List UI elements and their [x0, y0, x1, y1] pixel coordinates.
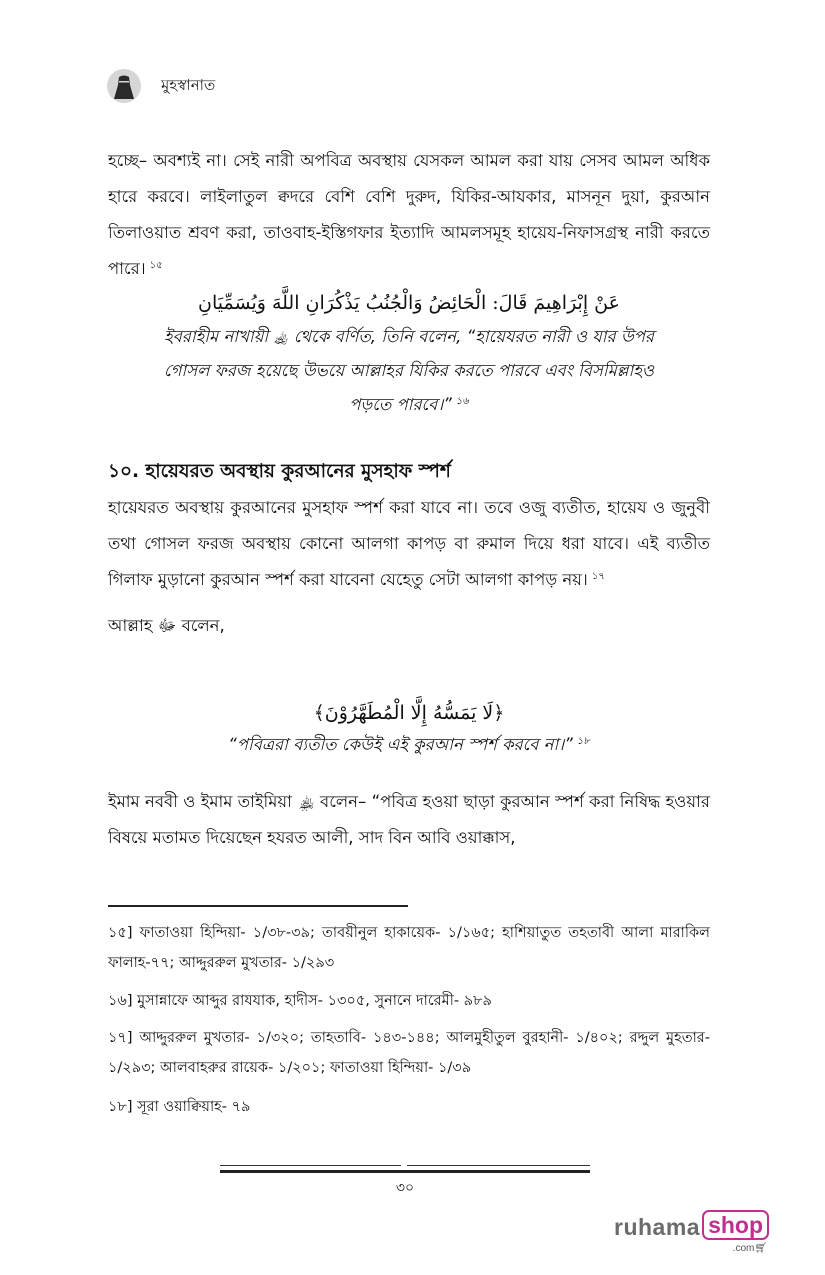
- page-number: ৩০: [395, 1180, 415, 1196]
- logo-text-ruhama: ruhama: [614, 1214, 701, 1240]
- logo-domain: .com🛒︎: [732, 1243, 768, 1254]
- footnote: ১৬] মুসান্নাফে আব্দুর রাযযাক, হাদীস- ১৩০৫, সুনানে দারেমী- ৯৮৯: [108, 993, 492, 1009]
- logo-text-shop: shop: [702, 1210, 769, 1240]
- ayah-translation: “পবিত্ররা ব্যতীত কেউই এই কুরআন স্পর্শ করবে না।” $^{১৮}$: [228, 735, 590, 754]
- ayah-block: [108, 702, 710, 762]
- footnote-ref[interactable]: ১৬: [455, 395, 469, 407]
- book-title: মুহস্বানাত: [161, 75, 216, 94]
- page-rule: [220, 1165, 401, 1166]
- footnote-separator: [108, 905, 408, 907]
- ruhamashop-watermark: [614, 1212, 769, 1254]
- shopping-cart-icon: 🛒︎: [754, 1243, 768, 1254]
- hadith-block: [108, 292, 710, 422]
- hadith-translation-line: পড়তে পারবে।” $^{১৬}$: [349, 395, 469, 414]
- page-rule: [407, 1165, 590, 1166]
- body-paragraph: ইমাম নববী ও ইমাম তাইমিয়া ﵏ বলেন– “পবিত্র হওয়া ছাড়া কুরআন স্পর্শ করা নিষিদ্ধ হওয়ার বিষয়ে মতামত দিয়েছেন হযরত আলী, সাদ বিন আবি ওয়াক্কাস,: [108, 792, 710, 847]
- page-rule-thick: [220, 1170, 590, 1173]
- body-paragraph: হচ্ছে– অবশ্যই না। সেই নারী অপবিত্র অবস্থায় যেসকল আমল করা যায় সেসব আমল অধিক হারে করবে। লাইলাতুল ক্বদরে বেশি বেশি দুরুদ, যিকির-আযকার, মাসনূন দুয়া, কুরআন তিলাওয়াত শ্রবণ করা, তাওবাহ-ইস্তিগফার ইত্যাদি আমলসমূহ হায়েয-নিফাসগ্রস্থ নারী করতে পারে। $^{১৫}$: [108, 151, 710, 278]
- footnote-ref[interactable]: ১৭: [591, 570, 605, 582]
- logo-shop-badge: [702, 1212, 769, 1254]
- arabic-hadith: عَنْ إِبْرَاهِيمَ قَالَ: الْحَائِضُ وَالْجُنُبُ يَذْكُرَانِ اللَّهَ وَيُسَمِّيَانِ: [198, 292, 620, 314]
- body-paragraph: আল্লাহ ﷻ বলেন,: [108, 616, 225, 635]
- section-heading: ১০. হায়েযরত অবস্থায় কুরআনের মুসহাফ স্পর্শ: [108, 461, 451, 482]
- hadith-translation-line: গোসল ফরজ হয়েছে উভয়ে আল্লাহর যিকির করতে পারবে এবং বিসমিল্লাহও: [163, 361, 655, 380]
- niqab-woman-icon: [107, 69, 141, 103]
- footnote: ১৭] আদ্দুররুল মুখতার- ১/৩২০; তাহতাবি- ১৪৩-১৪৪; আলমুহীতুল বুরহানী- ১/৪০২; রদ্দুল মুহতার- ১/২৯৩; আলবাহরুর রায়েক- ১/২০১; ফাতাওয়া হিন্দিয়া- ১/৩৯: [108, 1030, 710, 1076]
- footnote: ১৫] ফাতাওয়া হিন্দিয়া- ১/৩৮-৩৯; তাবয়ীনুল হাকায়েক- ১/১৬৫; হাশিয়াতুত তহতাবী আলা মারাকিল ফালাহ-৭৭; আদ্দুররুল মুখতার- ১/২৯৩: [108, 925, 710, 971]
- paragraph-4-block: [108, 784, 710, 856]
- running-header: [107, 68, 215, 104]
- section-10: [108, 456, 710, 644]
- footnote-ref[interactable]: ১৮: [576, 735, 590, 747]
- arabic-ayah: ﴿لَا يَمَسُّهُ إِلَّا الْمُطَهَّرُوْنَ﴾: [313, 702, 505, 724]
- footnote: ১৮] সূরা ওয়াক্বিয়াহ- ৭৯: [108, 1099, 251, 1115]
- hadith-translation-line: ইবরাহীম নাখায়ী ﵀ থেকে বর্ণিত, তিনি বলেন, “হায়েযরত নারী ও যার উপর: [164, 327, 654, 346]
- body-paragraph: হায়েযরত অবস্থায় কুরআনের মুসহাফ স্পর্শ করা যাবে না। তবে ওজু ব্যতীত, হায়েয ও জুনুবী তথা গোসল ফরজ অবস্থায় কোনো আলগা কাপড় বা রুমাল দিয়ে ধরা যাবে। এই ব্যতীত গিলাফ মুড়ানো কুরআন স্পর্শ করা যাবেনা যেহেতু সেটা আলগা কাপড় নয়। $^{১৭}$: [108, 498, 710, 589]
- footnote-ref[interactable]: ১৫: [149, 259, 163, 271]
- paragraph-1-block: [108, 143, 710, 287]
